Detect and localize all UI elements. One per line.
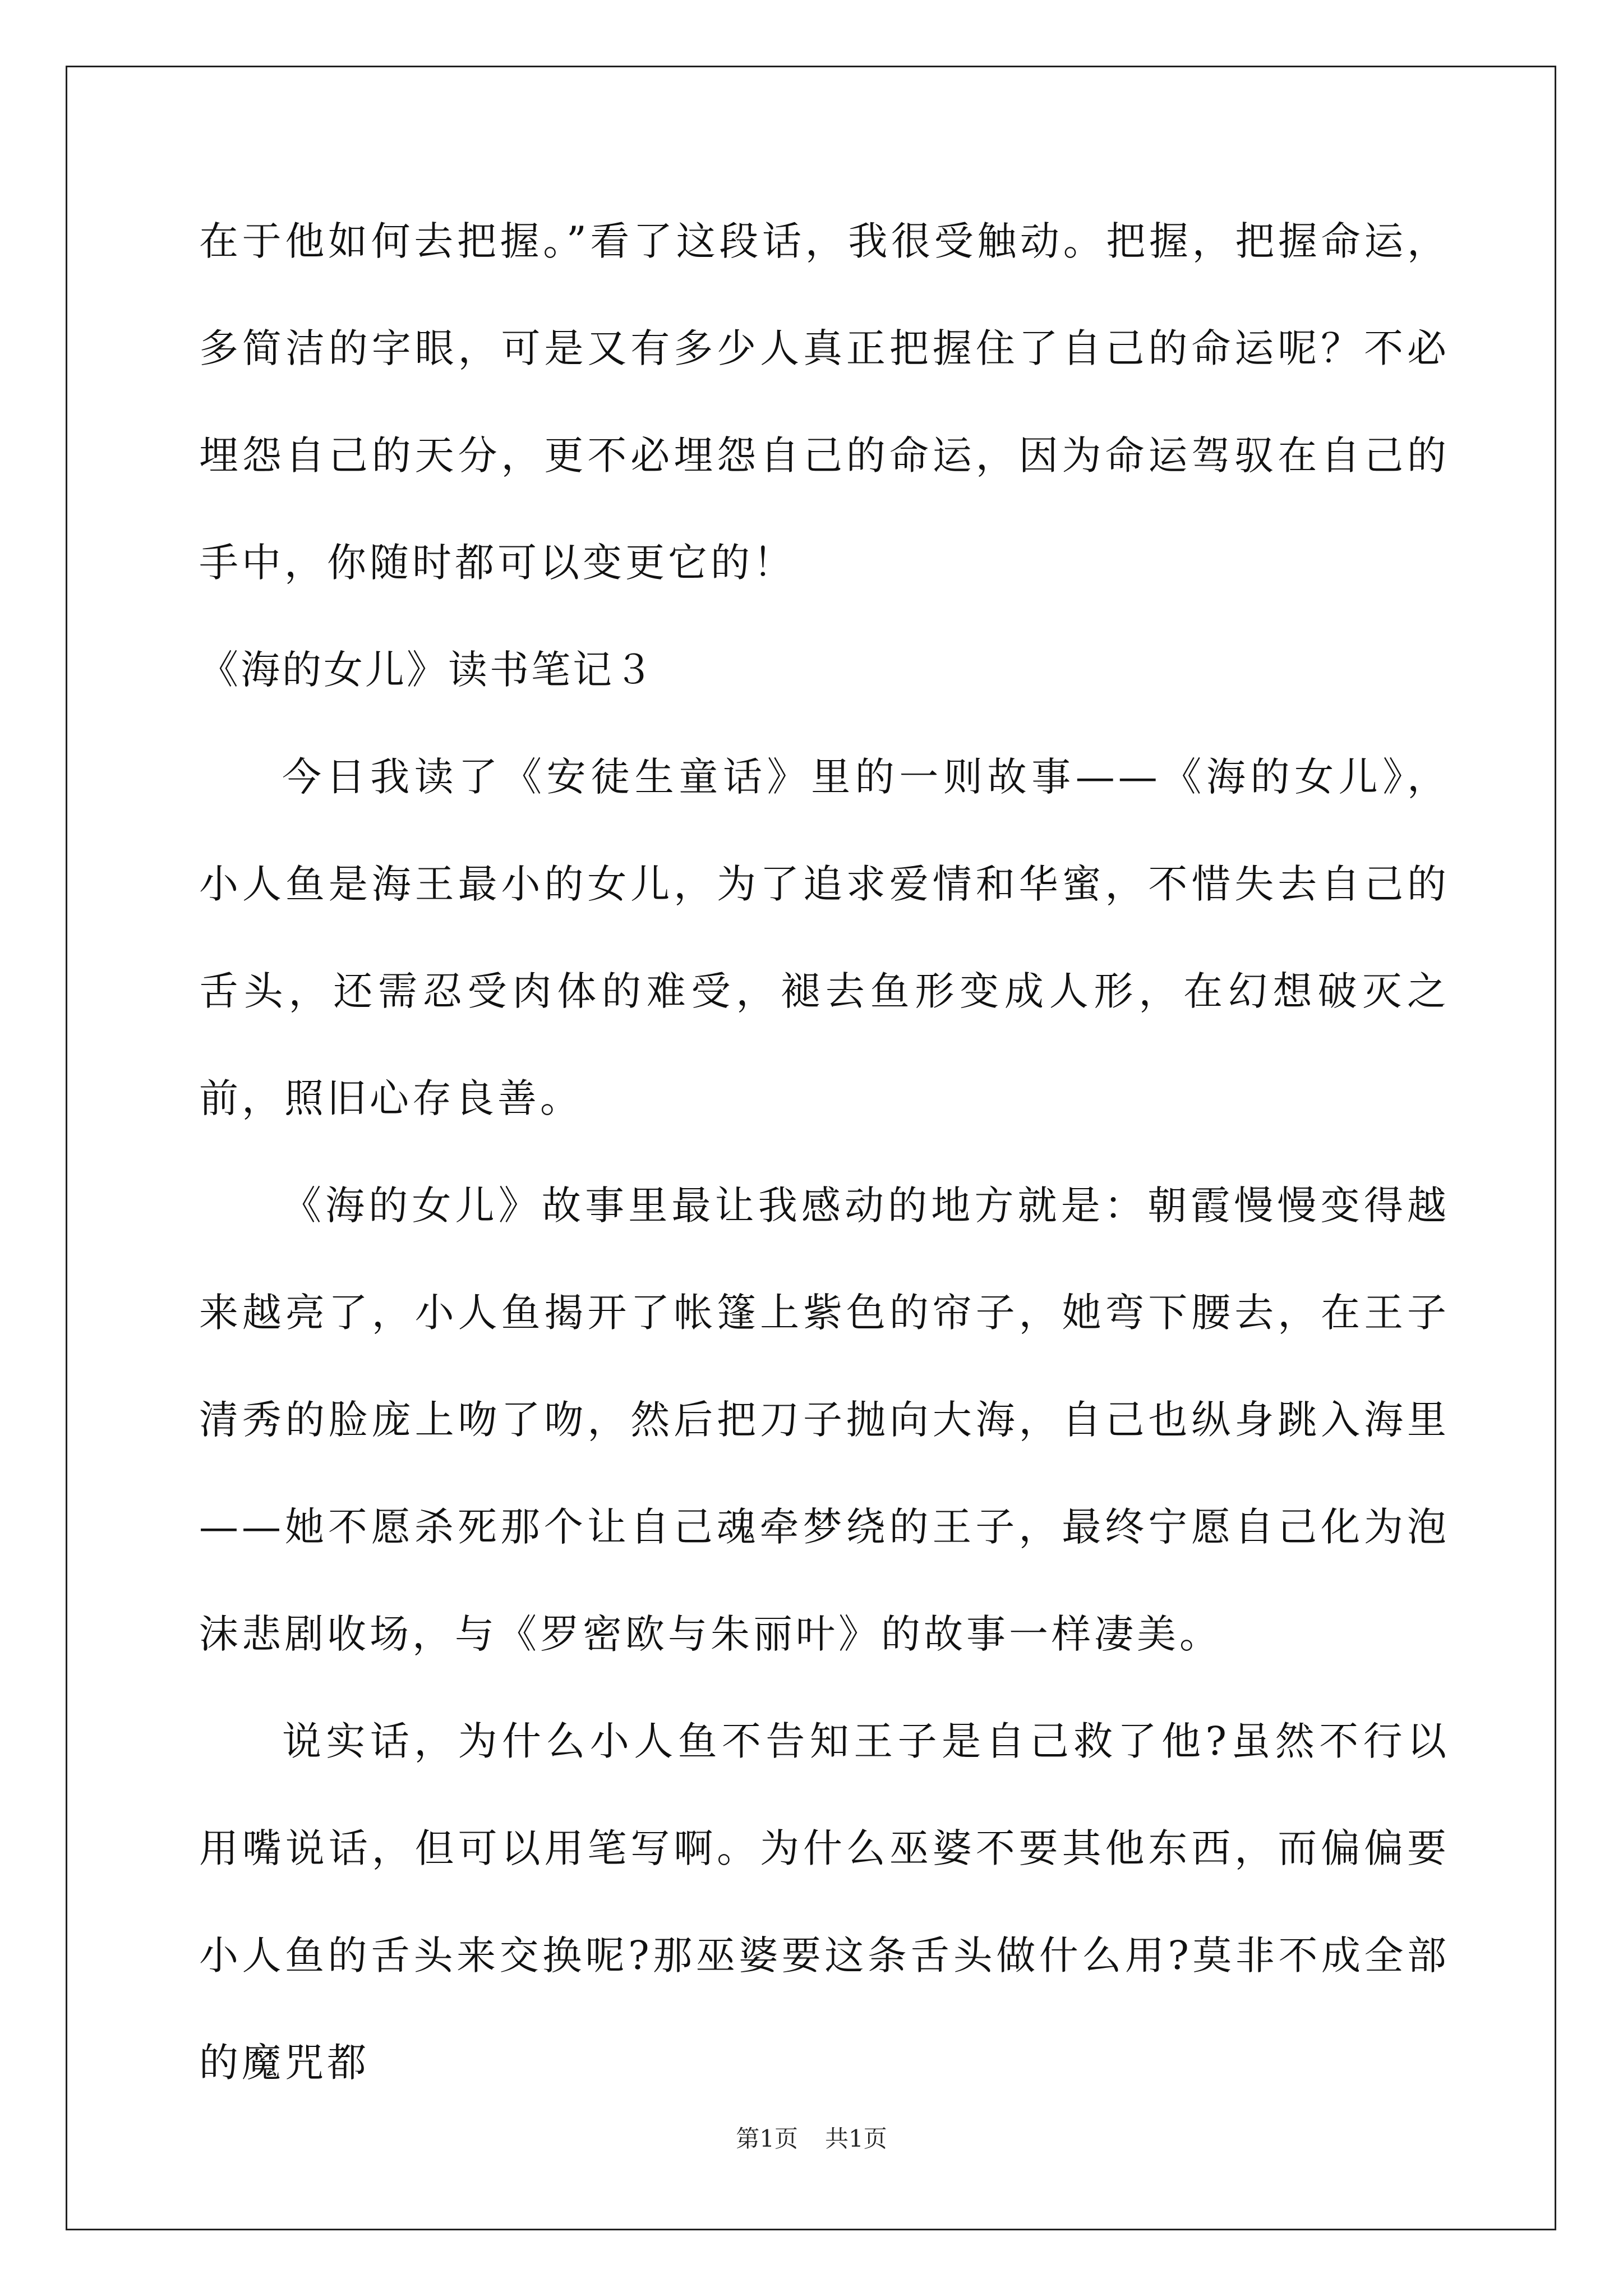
document-body bbox=[199, 188, 1450, 2116]
page-total: 共1页 bbox=[825, 2125, 887, 2152]
continuation-paragraph: 在于他如何去把握。”看了这段话，我很受触动。把握，把握命运，多简洁的字眼，可是又有多少人真正把握住了自己的命运呢？不必埋怨自己的天分，更不必埋怨自己的命运，因为命运驾驭在自己的手中，你随时都可以变更它的！ bbox=[199, 218, 1450, 586]
page-number: 第1页 bbox=[736, 2125, 798, 2152]
paragraph-3: 说实话，为什么小人鱼不告知王子是自己救了他?虽然不行以用嘴说话，但可以用笔写啊。为什么巫婆不要其他东西，而偏偏要小人鱼的舌头来交换呢?那巫婆要这条舌头做什么用?莫非不成全部的魔咒都 bbox=[199, 1718, 1450, 2086]
page-footer bbox=[0, 2120, 1623, 2154]
section-title: 《海的女儿》读书笔记３ bbox=[199, 647, 656, 693]
paragraph-1: 今日我读了《安徒生童话》里的一则故事——《海的女儿》，小人鱼是海王最小的女儿，为了追求爱情和华蜜，不惜失去自己的舌头，还需忍受肉体的难受，褪去鱼形变成人形，在幻想破灭之前，照旧心存良善。 bbox=[199, 754, 1450, 1121]
paragraph-2: 《海的女儿》故事里最让我感动的地方就是：朝霞慢慢变得越来越亮了，小人鱼揭开了帐篷上紫色的帘子，她弯下腰去，在王子清秀的脸庞上吻了吻，然后把刀子抛向大海，自己也纵身跳入海里——她不愿杀死那个让自己魂牵梦绕的王子，最终宁愿自己化为泡沫悲剧收场，与《罗密欧与朱丽叶》的故事一样凄美。 bbox=[199, 1182, 1450, 1657]
